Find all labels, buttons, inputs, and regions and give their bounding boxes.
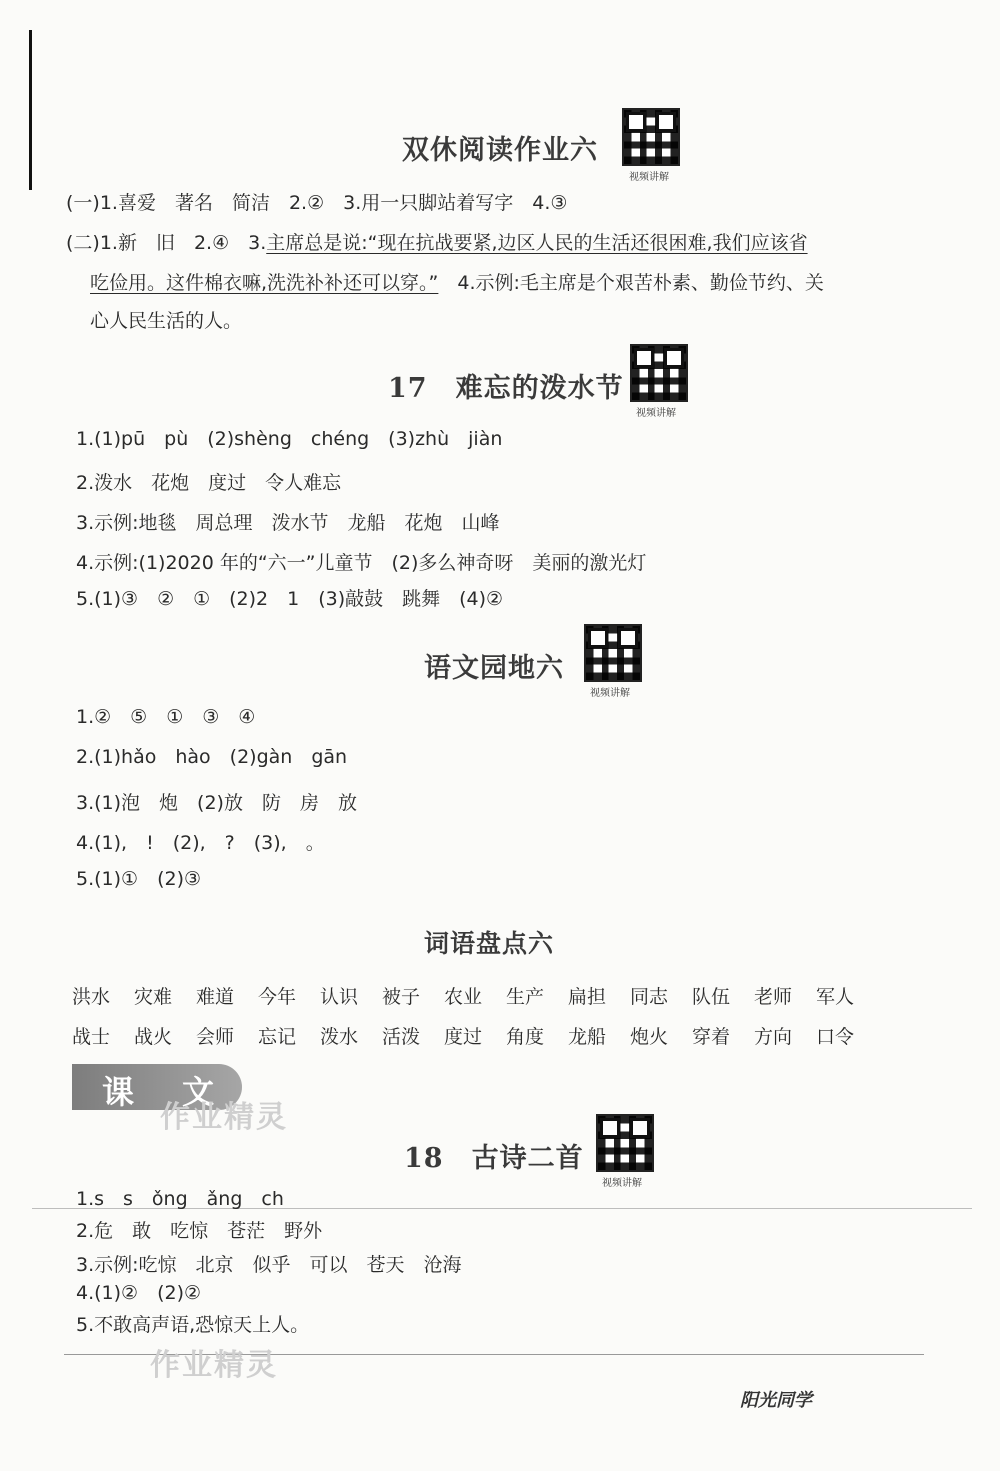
answer-line: 吃俭用。这件棉衣嘛,洗洗补补还可以穿。” 4.示例:毛主席是个艰苦朴素、勤俭节约、关 [90, 272, 824, 294]
answer-line: (一)1.喜爱 著名 简洁 2.② 3.用一只脚站着写字 4.③ [66, 192, 568, 214]
banner-char: 文 [182, 1073, 215, 1111]
answer-line: 5.(1)① (2)③ [76, 868, 202, 890]
answer-line: 心人民生活的人。 [90, 310, 243, 332]
answer-line: 3.示例:吃惊 北京 似乎 可以 苍天 沧海 [76, 1254, 462, 1276]
answer-line: 2.危 敢 吃惊 苍茫 野外 [76, 1220, 323, 1242]
qr-caption: 视频讲解 [590, 688, 630, 699]
answer-line: 1.s s ǒng ǎng ch [76, 1188, 284, 1210]
qr-caption: 视频讲解 [629, 172, 669, 183]
section-title-word-review: 词语盘点六 [424, 929, 555, 958]
word-row: 战士 战火 会师 忘记 泼水 活泼 度过 角度 龙船 炮火 穿着 方向 口令 [72, 1026, 855, 1048]
answer-line: 4.示例:(1)2020 年的“六一”儿童节 (2)多么神奇呀 美丽的激光灯 [76, 552, 647, 574]
qr-code-icon[interactable] [630, 344, 688, 402]
watermark: 作业精灵 [160, 1100, 288, 1135]
watermark: 作业精灵 [150, 1348, 278, 1383]
lesson-18-title: 18 古诗二首 [404, 1143, 584, 1174]
word-row: 洪水 灾难 难道 今年 认识 被子 农业 生产 扁担 同志 队伍 老师 军人 [72, 986, 855, 1008]
qr-caption: 视频讲解 [636, 408, 676, 419]
answer-line: 5.不敢高声语,恐惊天上人。 [76, 1314, 310, 1336]
answer-line: 5.(1)③ ② ① (2)2 1 (3)敲鼓 跳舞 (4)② [76, 588, 504, 610]
answer-line: 4.(1), ! (2), ? (3), 。 [76, 832, 325, 854]
banner-char: 课 [102, 1073, 135, 1111]
answer-line: 3.示例:地毯 周总理 泼水节 龙船 花炮 山峰 [76, 512, 500, 534]
answer-line: 1.(1)pū pù (2)shèng chéng (3)zhù jiàn [76, 428, 503, 450]
margin-bar [29, 30, 32, 190]
qr-code-icon[interactable] [622, 108, 680, 166]
answer-line: 4.(1)② (2)② [76, 1282, 202, 1304]
qr-caption: 视频讲解 [602, 1178, 642, 1189]
section-title-weekend-reading: 双休阅读作业六 [402, 135, 598, 166]
publisher-logo: 阳光同学 [740, 1390, 812, 1411]
qr-code-icon[interactable] [596, 1114, 654, 1172]
answer-line: 1.② ⑤ ① ③ ④ [76, 706, 256, 728]
section-title-chinese-garden: 语文园地六 [424, 653, 564, 684]
answer-line: 2.(1)hǎo hào (2)gàn gān [76, 746, 348, 768]
answer-line: (二)1.新 旧 2.④ 3.主席总是说:“现在抗战要紧,边区人民的生活还很困难,我们应该省 [66, 232, 808, 254]
lesson-17-title: 17 难忘的泼水节 [388, 373, 624, 404]
qr-code-icon[interactable] [584, 624, 642, 682]
answer-line: 3.(1)泡 炮 (2)放 防 房 放 [76, 792, 357, 814]
answer-line: 2.泼水 花炮 度过 令人难忘 [76, 472, 342, 494]
